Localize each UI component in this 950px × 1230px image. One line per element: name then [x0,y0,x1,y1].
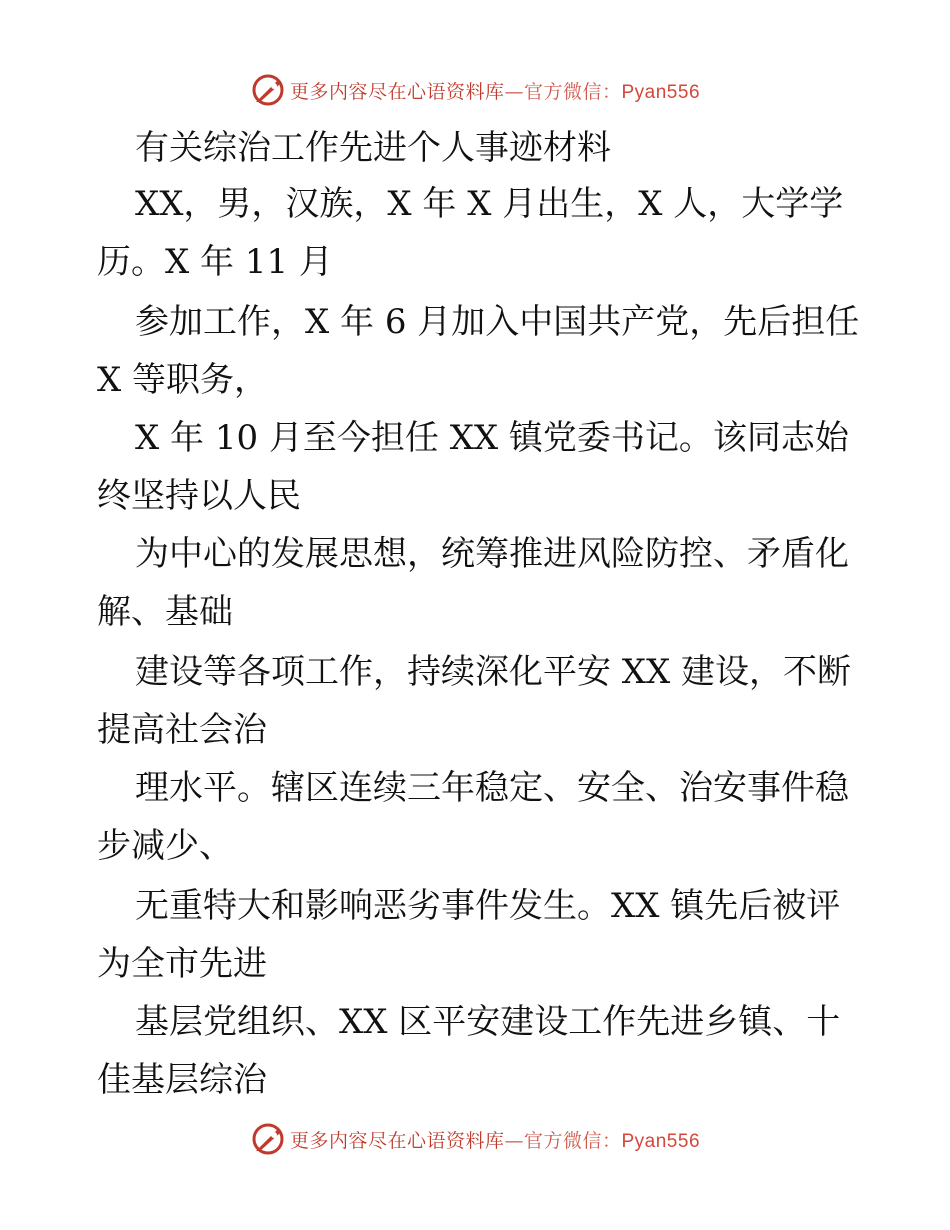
paragraph-line: 基层党组织、XX 区平安建设工作先进乡镇、十 [135,1002,841,1042]
paragraph-line: 为中心的发展思想，统筹推进风险防控、矛盾化 [135,534,849,574]
paragraph-line: 理水平。辖区连续三年稳定、安全、治安事件稳 [135,768,849,808]
footer-separator: — [504,1129,524,1152]
header-banner [0,70,950,110]
header-site-text: 更多内容尽在心语资料库 [289,80,505,103]
paragraph-line: 步减少、 [97,826,233,866]
paragraph-line: X 年 10 月至今担任 XX 镇党委书记。该同志始 [135,418,849,458]
footer-wechat-id: Pyan556 [621,1130,701,1152]
footer-banner [0,1119,950,1159]
header-wechat-label: 官方微信： [523,80,622,103]
paragraph-line: 历。X 年 11 月 [97,242,333,282]
footer-text-group [290,1126,700,1153]
quill-pen-logo-icon [250,72,286,108]
paragraph-line: XX，男，汉族，X 年 X 月出生，X 人，大学学 [135,184,844,224]
paragraph-line: 佳基层综治 [97,1060,267,1100]
quill-pen-logo-icon [250,1121,286,1157]
paragraph-line: 为全市先进 [97,944,267,984]
paragraph-line: 解、基础 [97,592,233,632]
header-text-group [290,77,700,104]
paragraph-line: 建设等各项工作，持续深化平安 XX 建设，不断 [135,652,852,692]
paragraph-line: X 等职务， [97,360,269,400]
footer-wechat-label: 官方微信： [523,1129,622,1152]
footer-site-text: 更多内容尽在心语资料库 [289,1129,505,1152]
paragraph-line: 无重特大和影响恶劣事件发生。XX 镇先后被评 [135,886,841,926]
paragraph-line: 终坚持以人民 [97,476,301,516]
header-separator: — [504,80,524,103]
header-wechat-id: Pyan556 [621,81,701,103]
document-title: 有关综治工作先进个人事迹材料 [135,128,611,168]
paragraph-line: 提高社会治 [97,710,267,750]
paragraph-line: 参加工作，X 年 6 月加入中国共产党，先后担任 [135,302,860,342]
